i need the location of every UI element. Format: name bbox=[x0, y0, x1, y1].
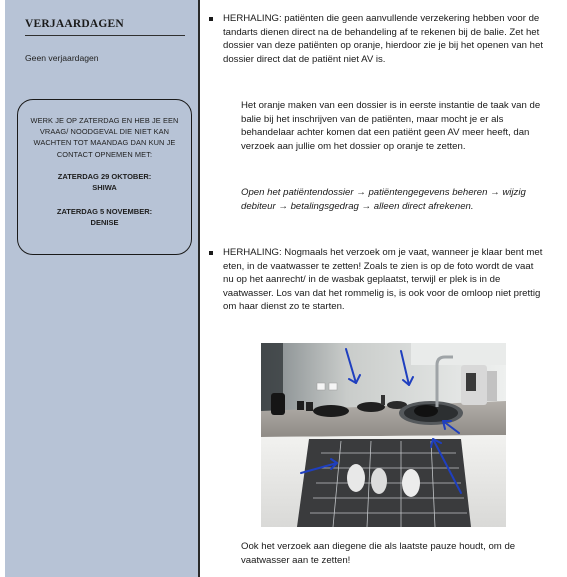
bullet-item bbox=[223, 246, 545, 314]
kitchen-photo bbox=[261, 343, 506, 527]
bullet-text: HERHALING: patiënten die geen aanvullende verzekering hebben voor de tandarts dienen direct na de behandeling af te rekenen bij de balie. Zet het dossier van deze patiënten op oranje, hierdoor zie je bij het openen van het dossier direct dat de patiënt niet AV is. bbox=[223, 13, 544, 65]
paragraph: Het oranje maken van een dossier is in eerste instantie de taak van de balie bij het inschrijven van de patiënten, maar mocht je er als behandelaar achter komen dat een patiënt geen AV meer heeft, dan verzoek aan jullie om het dossier op oranje te zetten. bbox=[241, 100, 541, 152]
instruction-path: Open het patiëntendossier → patiëntengegevens beheren → wijzig debiteur → betalingsgedrag → alleen direct afrekenen. bbox=[241, 187, 526, 212]
bullet-text: HERHALING: Nogmaals het verzoek om je vaat, wanneer je klaar bent met eten, in de vaatwasser te zetten! Zoals te zien is op de foto wordt de vaat nu op het aanrecht/ in de wasbak geplaatst, terwijl er plek is in de vaatwasser. Los van dat het rommelig is, is ook voor de omloop niet prettig om haar dienst zo te starten. bbox=[223, 247, 543, 313]
bullet-marker bbox=[209, 251, 213, 255]
weekend-contact-intro: WERK JE OP ZATERDAG EN HEB JE EEN VRAAG/ NOODGEVAL DIE NIET KAN WACHTEN TOT MAANDAG DAN KUN JE CONTACT OPNEMEN MET: bbox=[30, 116, 179, 159]
birthdays-divider bbox=[25, 35, 185, 36]
bullet-marker bbox=[209, 17, 213, 21]
sidebar bbox=[5, 0, 200, 577]
shift-date: ZATERDAG 29 OKTOBER: bbox=[57, 171, 152, 181]
weekend-contact-box bbox=[17, 99, 192, 255]
shift-date: ZATERDAG 5 NOVEMBER: bbox=[56, 207, 153, 217]
birthdays-title: VERJAARDAGEN bbox=[25, 18, 124, 30]
final-request: Ook het verzoek aan diegene die als laatste pauze houdt, om de vaatwasser aan te zetten! bbox=[241, 541, 516, 566]
birthdays-text: Geen verjaardagen bbox=[25, 53, 99, 63]
shift-contact-name: SHIWA bbox=[92, 183, 117, 193]
bullet-item bbox=[223, 12, 545, 66]
shift-contact-name: DENISE bbox=[90, 218, 119, 228]
